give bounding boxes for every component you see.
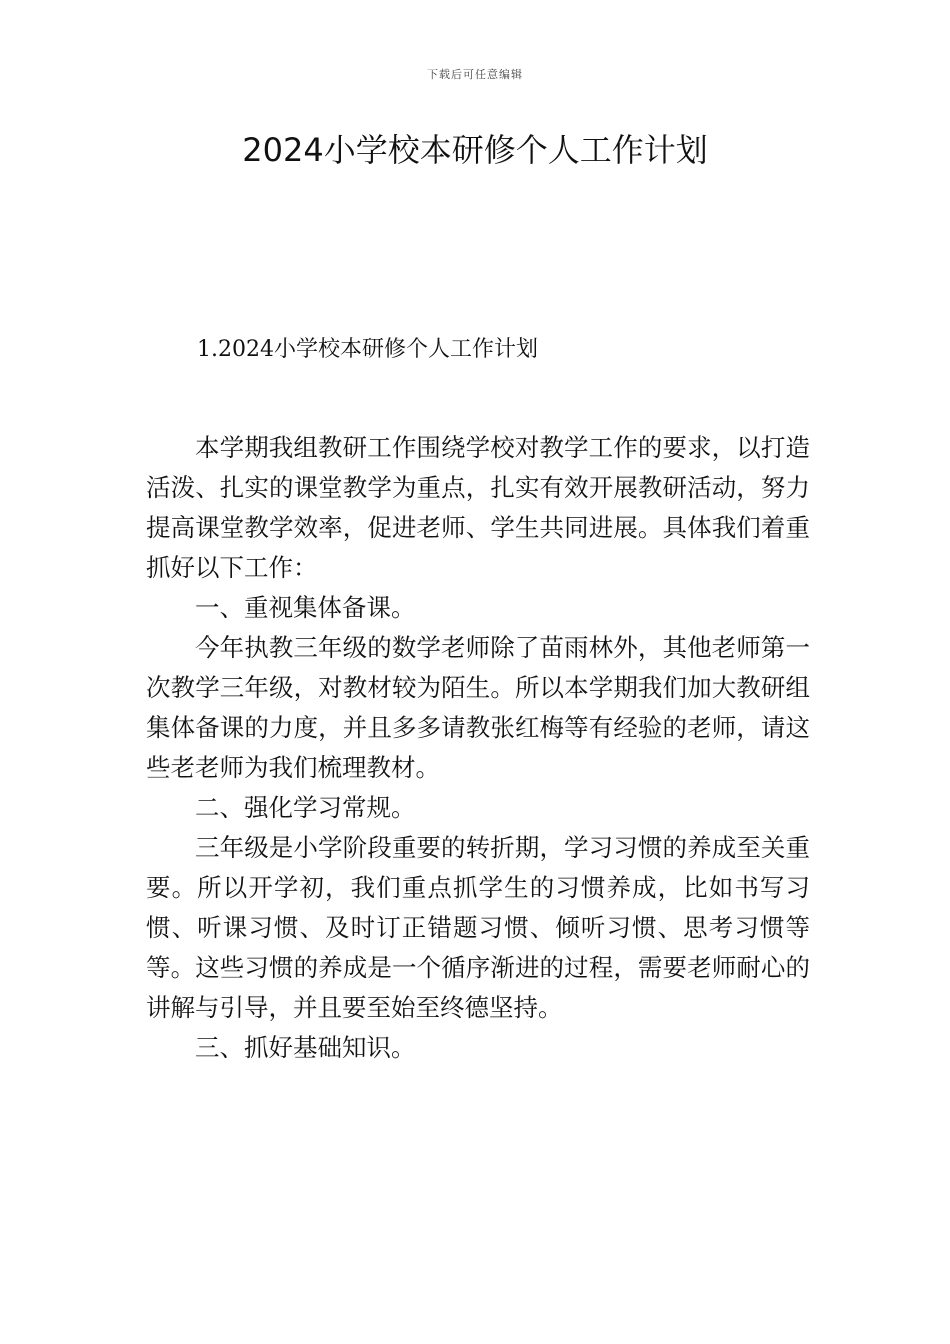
header-note: 下载后可任意编辑 [427, 68, 523, 81]
intro-paragraph: 本学期我组教研工作围绕学校对教学工作的要求，以打造活泼、扎实的课堂教学为重点，扎实有效开展教研活动，努力提高课堂教学效率，促进老师、学生共同进展。具体我们着重抓好以下工作： [146, 433, 810, 582]
section-heading-1: 一、重视集体备课。 [195, 593, 416, 622]
body-text [146, 428, 810, 1068]
section-heading-2: 二、强化学习常规。 [195, 793, 416, 822]
section-2-paragraph: 三年级是小学阶段重要的转折期，学习习惯的养成至关重要。所以开学初，我们重点抓学生的习惯养成，比如书写习惯、听课习惯、及时订正错题习惯、倾听习惯、思考习惯等等。这些习惯的养成是一个循序渐进的过程，需要老师耐心的讲解与引导，并且要至始至终德坚持。 [146, 833, 810, 1022]
section-subtitle: 1.2024小学校本研修个人工作计划 [197, 337, 538, 362]
section-heading-3: 三、抓好基础知识。 [195, 1033, 416, 1062]
document-title: 2024小学校本研修个人工作计划 [242, 131, 708, 169]
section-1-paragraph: 今年执教三年级的数学老师除了苗雨林外，其他老师第一次教学三年级，对教材较为陌生。所以本学期我们加大教研组集体备课的力度，并且多多请教张红梅等有经验的老师，请这些老老师为我们梳理教材。 [146, 633, 810, 782]
